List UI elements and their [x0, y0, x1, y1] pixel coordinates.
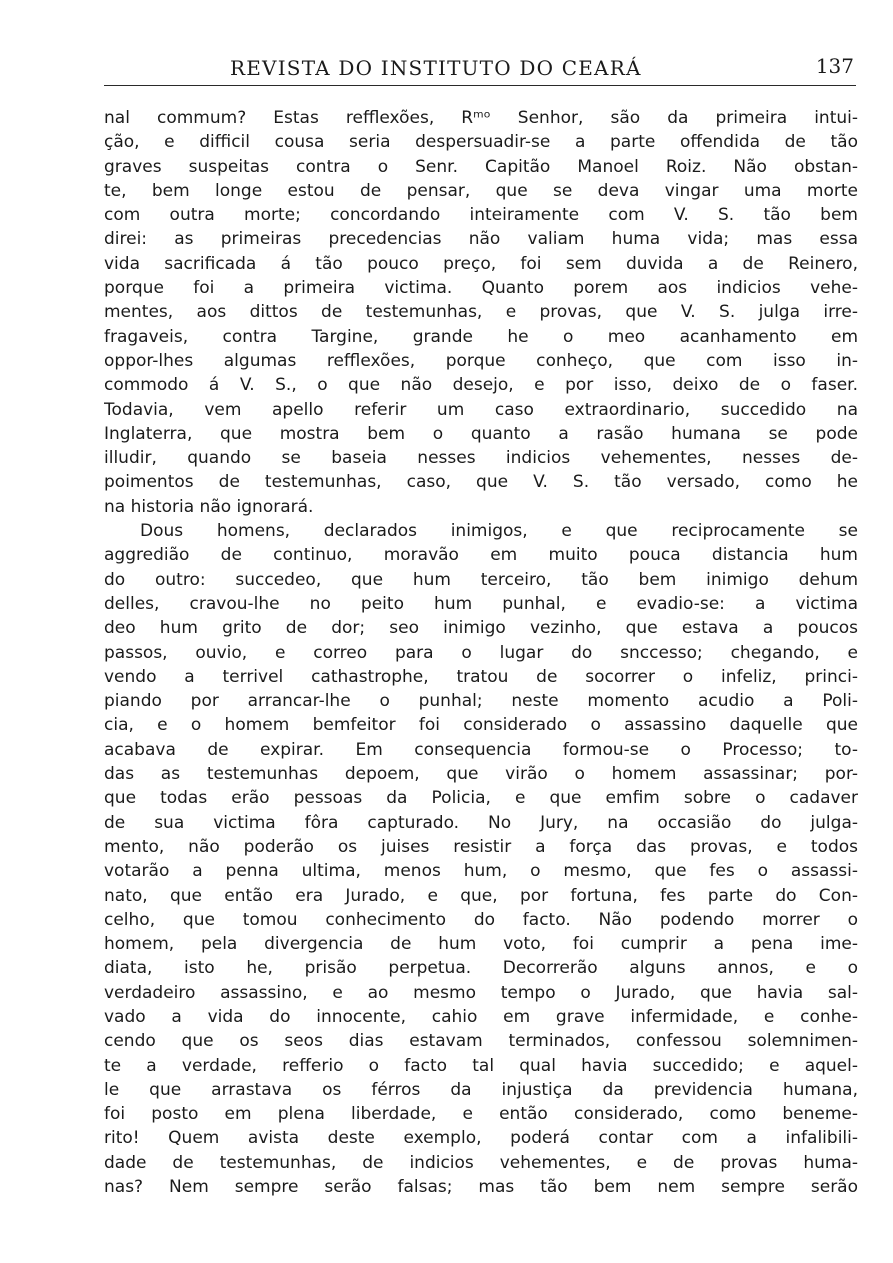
- text-line: vado a vida do innocente, cahio em grave infermidade, e conhe-: [104, 1006, 858, 1027]
- running-header: [104, 50, 856, 86]
- text-line: deo hum grito de dor; seo inimigo vezinho, que estava a poucos: [104, 618, 858, 639]
- journal-title: REVISTA DO INSTITUTO DO CEARÁ: [230, 56, 642, 80]
- text-line: rito! Quem avista deste exemplo, poderá contar com a infalibili-: [104, 1128, 858, 1149]
- text-line: mentes, aos dittos de testemunhas, e provas, que V. S. julga irre-: [104, 302, 858, 323]
- text-line: que todas erão pessoas da Policia, e que emfim sobre o cadaver: [104, 788, 858, 809]
- text-line: das as testemunhas depoem, que virão o homem assassinar; por-: [104, 764, 858, 785]
- text-line: direi: as primeiras precedencias não valiam huma vida; mas essa: [104, 229, 858, 250]
- text-line: verdadeiro assassino, e ao mesmo tempo o Jurado, que havia sal-: [104, 982, 858, 1003]
- text-line: poimentos de testemunhas, caso, que V. S. tão versado, como he: [104, 472, 858, 493]
- text-line: com outra morte; concordando inteiramente com V. S. tão bem: [104, 205, 858, 226]
- text-line: do outro: succedeo, que hum terceiro, tão bem inimigo dehum: [104, 569, 858, 590]
- text-line: dade de testemunhas, de indicios vehementes, e de provas huma-: [104, 1152, 858, 1173]
- text-line: delles, cravou-lhe no peito hum punhal, e evadio-se: a victima: [104, 593, 858, 614]
- text-line: homem, pela divergencia de hum voto, foi cumprir a pena ime-: [104, 934, 858, 955]
- text-line: votarão a penna ultima, menos hum, o mesmo, que fes o assassi-: [104, 861, 858, 882]
- text-line: Todavia, vem apello referir um caso extraordinario, succedido na: [104, 399, 858, 420]
- text-line: nal commum? Estas refflexões, Rᵐᵒ Senhor, são da primeira intui-: [104, 108, 858, 128]
- text-line: acabava de expirar. Em consequencia formou-se o Processo; to-: [104, 739, 858, 760]
- text-line: de sua victima fôra capturado. No Jury, na occasião do julga-: [104, 812, 858, 833]
- text-line: vendo a terrivel cathastrophe, tratou de socorrer o infeliz, princi-: [104, 666, 858, 687]
- text-line: aggredião de continuo, moravão em muito pouca distancia hum: [104, 545, 858, 566]
- text-line: fragaveis, contra Targine, grande he o meo acanhamento em: [104, 326, 858, 347]
- text-line-paragraph-end: na historia não ignorará.: [104, 496, 314, 517]
- text-line: le que arrastava os férros da injustiça da previdencia humana,: [104, 1079, 858, 1100]
- text-line: nato, que então era Jurado, e que, por fortuna, fes parte do Con-: [104, 885, 858, 906]
- text-line: Inglaterra, que mostra bem o quanto a rasão humana se pode: [104, 423, 858, 444]
- text-line: passos, ouvio, e correo para o lugar do snccesso; chegando, e: [104, 642, 858, 663]
- text-line: te a verdade, refferio o facto tal qual havia succedido; e aquel-: [104, 1055, 858, 1076]
- text-line: vida sacrificada á tão pouco preço, foi sem duvida a de Reinero,: [104, 253, 858, 274]
- text-line: cia, e o homem bemfeitor foi considerado o assassino daquelle que: [104, 715, 858, 736]
- body-text: [104, 106, 858, 1199]
- text-line: commodo á V. S., o que não desejo, e por isso, deixo de o faser.: [104, 375, 858, 396]
- text-line: piando por arrancar-lhe o punhal; neste momento acudio a Poli-: [104, 691, 858, 712]
- text-line: porque foi a primeira victima. Quanto porem aos indicios vehe-: [104, 278, 858, 299]
- text-line: oppor-lhes algumas refflexões, porque conheço, que com isso in-: [104, 350, 858, 371]
- text-line: diata, isto he, prisão perpetua. Decorrerão alguns annos, e o: [104, 958, 858, 979]
- text-line-paragraph-start: Dous homens, declarados inimigos, e que reciprocamente se: [140, 521, 858, 542]
- text-line: mento, não poderão os juises resistir a força das provas, e todos: [104, 836, 858, 857]
- text-line: ção, e difficil cousa seria despersuadir-se a parte offendida de tão: [104, 132, 858, 153]
- page-number: 137: [815, 54, 854, 78]
- text-line: te, bem longe estou de pensar, que se deva vingar uma morte: [104, 180, 858, 201]
- text-line: nas? Nem sempre serão falsas; mas tão bem nem sempre serão: [104, 1177, 858, 1198]
- text-line: illudir, quando se baseia nesses indicios vehementes, nesses de-: [104, 448, 858, 469]
- text-line: graves suspeitas contra o Senr. Capitão Manoel Roiz. Não obstan-: [104, 156, 858, 177]
- text-line: celho, que tomou conhecimento do facto. Não podendo morrer o: [104, 909, 858, 930]
- text-line: cendo que os seos dias estavam terminados, confessou solemnimen-: [104, 1031, 858, 1052]
- text-line: foi posto em plena liberdade, e então considerado, como beneme-: [104, 1104, 858, 1125]
- header-rule: [104, 85, 856, 86]
